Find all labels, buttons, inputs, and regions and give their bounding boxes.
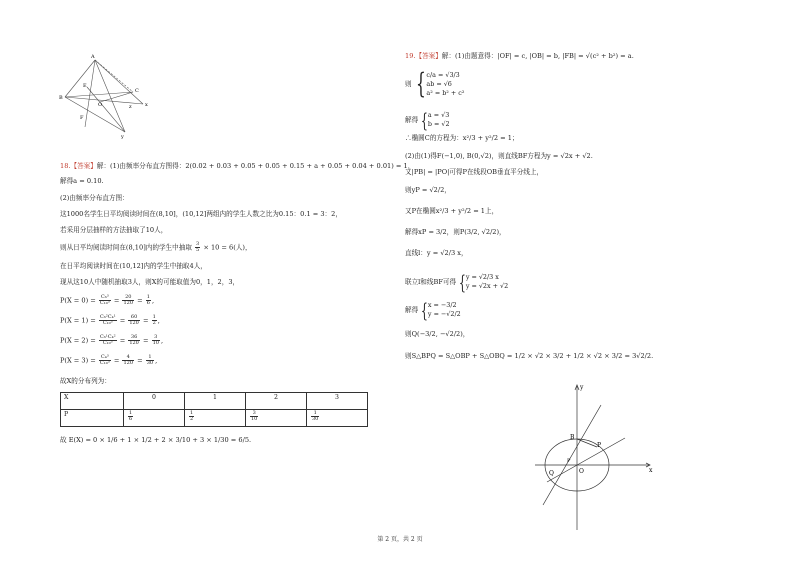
q19-system-1: 则 { c/a = √3/3 ab = √6 a² = b² + c² <box>405 67 465 100</box>
edge-by <box>65 97 125 132</box>
label-f: F <box>80 115 84 121</box>
q18-line5: 若采用分层抽样的方法抽取了10人， <box>60 226 168 234</box>
p3-label: P(X = 3) = <box>60 356 96 365</box>
q18-line4: 这1000名学生日平均阅读时间在(8,10]，(10,12]两组内的学生人数之比为0.15：0.1 = 3：2， <box>60 210 342 218</box>
line-bf <box>543 405 601 505</box>
q19-line4: 则yP = √2/2， <box>405 186 451 194</box>
q18-text-6b: × 10 = 6(人)， <box>203 243 252 252</box>
q18-prob-0: P(X = 0) = $\frac{\text{C₆³}}{\text{C₁₀³}}$ = $\frac{20}{120}$ = $\frac{1}{6}$ , <box>60 294 155 306</box>
q19-line5: 又P在椭圆x²/3 + y²/2 = 1上， <box>405 207 499 215</box>
q19-line9: 则Q(−3/2, −√2/2)， <box>405 330 470 338</box>
label-b: B <box>59 95 63 101</box>
label-a: A <box>91 54 95 60</box>
table-cell: P <box>61 410 124 427</box>
label-z: z <box>129 104 132 110</box>
edge-ac-dashed <box>95 60 133 92</box>
q18-line1 <box>60 162 414 171</box>
q19-line3: 又|PB| = |PO|可得P在线段OB垂直平分线上， <box>405 168 544 176</box>
then-word: 则 <box>405 80 412 88</box>
table-cell: 3 <box>307 393 368 410</box>
q18-line7: 在日平均阅读时间在(10,12]内的学生中抽取4人， <box>60 262 207 270</box>
label-y: y <box>121 134 124 140</box>
ellipse-graph <box>525 380 660 535</box>
label-origin: O <box>579 468 584 475</box>
table-cell: 0 <box>124 393 185 410</box>
table-row <box>61 410 368 427</box>
solid-geometry-figure <box>55 52 160 140</box>
q18-expectation: 故 E(X) = 0 × 1/6 + 1 × 1/2 + 2 × 3/10 + 3 × 1/30 = 6/5. <box>60 436 252 444</box>
label-e: E <box>83 83 87 89</box>
table-cell: $\frac{1}{30}$ <box>307 410 368 427</box>
p2-label: P(X = 2) = <box>60 336 96 345</box>
q18-prob-3: P(X = 3) = $\frac{\text{C₄³}}{\text{C₁₀³}}$ = $\frac{4}{120}$ = $\frac{1}{30}$ , <box>60 354 158 366</box>
q19-ellipse-eq: ∴椭圆C的方程为：x²/3 + y²/2 = 1； <box>405 134 519 142</box>
table-cell: $\frac{3}{10}$ <box>246 410 307 427</box>
q18-line2: 解得a = 0.10. <box>60 177 104 185</box>
label-c: C <box>135 88 139 94</box>
page-footer: 第 2 页，共 2 页 <box>377 536 423 543</box>
table-cell: $\frac{1}{2}$ <box>185 410 246 427</box>
q18-text-6a: 则从日平均阅读时间在(8,10]内的学生中抽取 <box>60 243 192 252</box>
edge-ax <box>95 60 143 104</box>
fraction-three-fifths: $\frac{3}{5}$ <box>196 241 200 253</box>
label-o: O <box>98 102 103 108</box>
q18-text-1: 解：(1)由频率分布直方图得：2(0.02 + 0.03 + 0.05 + 0.05 + 0.15 + a + 0.05 + 0.04 + 0.01) = 1， <box>96 162 415 170</box>
q18-table-title: 故X的分布列为： <box>60 377 111 385</box>
table-cell: X <box>61 393 124 410</box>
edge-bc <box>65 92 133 97</box>
q19-system-2: 联立l和线BF可得 { y = √2/3 x y = √2x + √2 <box>405 270 509 294</box>
q19-line6: 解得xP = 3/2，则P(3/2, √2/2)， <box>405 228 506 236</box>
label-point-b: B <box>570 434 575 441</box>
q18-prob-1: P(X = 1) = $\frac{\text{C₆²C₄¹}}{\text{C₁₀³}}$ = $\frac{60}{120}$ = $\frac{1}{2}$ , <box>60 314 160 326</box>
table-cell: 1 <box>185 393 246 410</box>
line-l <box>547 438 625 482</box>
q19-line1 <box>405 52 634 61</box>
q19-line2: (2)由(1)得F(−1,0), B(0,√2)，则直线BF方程为y = √2x + √2. <box>405 152 593 160</box>
label-x: x <box>145 102 148 108</box>
q19-line10: 则S△BPQ = S△OBP + S△OBQ = 1/2 × √2 × 3/2 + 1/2 × √2 × 3/2 = 3√2/2. <box>405 352 654 360</box>
q18-line6 <box>60 242 252 253</box>
label-point-q: Q <box>549 470 554 477</box>
q19-line7: 直线l：y = √2/3 x， <box>405 249 468 257</box>
table-row <box>61 393 368 410</box>
distribution-table <box>60 392 368 427</box>
label-point-p-small: P <box>567 458 571 464</box>
q18-answer-label: 18.【答案】 <box>60 162 97 170</box>
q18-line3: (2)由频率分布直方图： <box>60 194 129 202</box>
table-cell: $\frac{1}{6}$ <box>124 410 185 427</box>
q18-line8: 现从这10人中随机抽取3人，则X的可能取值为0，1，2，3， <box>60 278 240 286</box>
table-cell: 2 <box>246 393 307 410</box>
q19-solution-2: 解得 { x = −3/2 y = −√2/2 <box>405 298 461 322</box>
p1-label: P(X = 1) = <box>60 316 96 325</box>
q19-text-1: 解：(1)由题意得：|OF| = c, |OB| = b, |FB| = √(c² + b²) = a. <box>441 52 634 60</box>
q18-prob-2: P(X = 2) = $\frac{\text{C₆¹C₄²}}{\text{C₁₀³}}$ = $\frac{36}{120}$ = $\frac{3}{10}$ , <box>60 334 164 346</box>
q19-solution-1: 解得 { a = √3 b = √2 <box>405 108 450 132</box>
label-y-axis: y <box>580 384 584 391</box>
label-x-axis: x <box>649 467 653 474</box>
label-point-p: P <box>597 442 602 449</box>
q19-answer-label: 19.【答案】 <box>405 52 442 60</box>
p0-label: P(X = 0) = <box>60 296 96 305</box>
